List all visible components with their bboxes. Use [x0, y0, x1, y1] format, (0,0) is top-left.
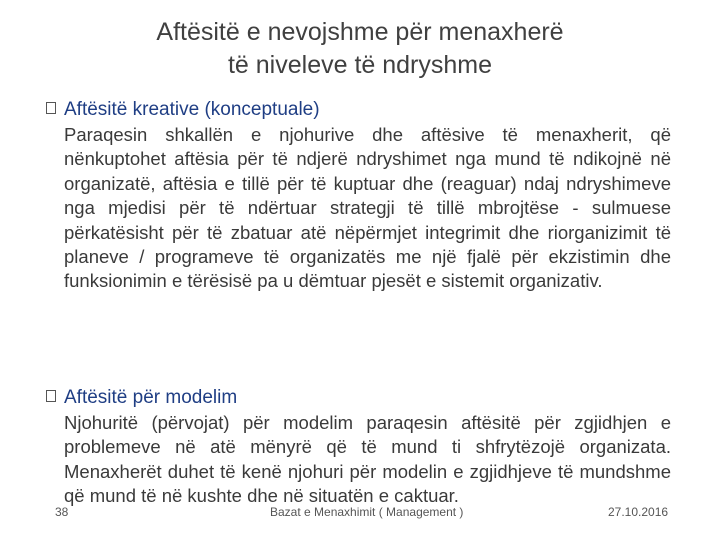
section-heading: Aftësitë kreative (konceptuale) [64, 99, 320, 120]
footer-date: 27.10.2016 [608, 505, 669, 519]
section-creative-skills [46, 98, 676, 294]
section-body [64, 123, 671, 294]
checkbox-square-icon [46, 390, 56, 402]
page-number: 38 [55, 505, 69, 519]
section-modeling-skills [46, 386, 676, 509]
title-line-1: Aftësitë e nevojshme për menaxherë [156, 18, 564, 46]
footer-course: Bazat e Menaxhimit ( Management ) [270, 505, 464, 519]
section-heading: Aftësitë për modelim [64, 387, 238, 408]
section-paragraph: Paraqesin shkallën e njohurive dhe aftësive të menaxherit, që nënkuptohet aftësia për të ndjerë ndryshimet nga mund të ndikojnë në organizatë, aftësia e tillë për të kuptuar dhe (reaguar) ndaj ndryshimeve nga mjedisi për të ndërtuar strategji të tillë mbrojtëse - sulmuese përkatësisht për të zbatuar atë nëpërmjet integrimit dhe riorganizimit të planeve / programeve të organizatës me një fjalë për ekzistimin dhe funksionimin e tërësisë pa u dëmtuar pjesët e sistemit organizativ. [64, 124, 671, 292]
section-body [64, 411, 671, 509]
checkbox-square-icon [46, 102, 56, 114]
slide-title [0, 16, 720, 82]
bullet-row [46, 98, 676, 123]
title-line-2: të niveleve të ndryshme [227, 51, 493, 79]
section-paragraph: Njohuritë (përvojat) për modelim paraqesin aftësitë për zgjidhjen e problemeve në atë mënyrë që të mund ti shfrytëzojë organizata. Menaxherët duhet të kenë njohuri për modelin e zgjidhjeve të mundshme që mund të në kushte dhe në situatën e caktuar. [64, 412, 671, 507]
bullet-row [46, 386, 676, 411]
